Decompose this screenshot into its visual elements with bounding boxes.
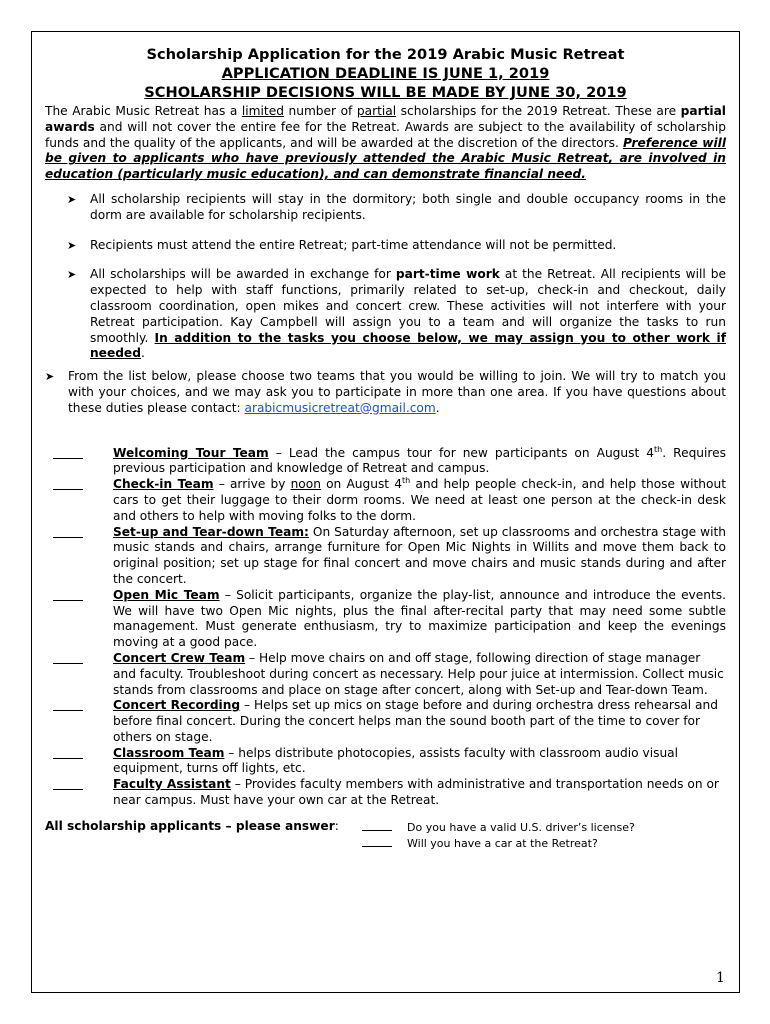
- car-answer-blank[interactable]: [362, 835, 392, 847]
- page-number: 1: [716, 970, 725, 986]
- title-decisions: SCHOLARSHIP DECISIONS WILL BE MADE BY JUNE 30, 2019: [144, 84, 627, 101]
- team-concert-recording: Concert Recording – Helps set up mics on stage before and during orchestra dress rehearsal and before final concert. During the concert helps man the sound booth part of the time to cover for others on stage.: [45, 698, 726, 745]
- intro-paragraph: The Arabic Music Retreat has a limited number of partial scholarships for the 2019 Retreat. These are partial awards and will not cover the entire fee for the Retreat. Awards are subject to the availability of scholarship funds and the quality of the applicants, and will be awarded at the discretion of the directors. Preference will be given to applicants who have previously attended the Arabic Music Retreat, are involved in education (particularly music education), and can demonstrate financial need.: [45, 104, 726, 182]
- team-list: [45, 446, 726, 809]
- arrow-bullet-icon: ➤: [45, 370, 55, 384]
- selection-blank[interactable]: [53, 446, 83, 459]
- list-item: ➤ Recipients must attend the entire Retreat; part-time attendance will not be permitted.: [67, 237, 617, 252]
- license-answer-blank[interactable]: [362, 819, 392, 831]
- list-item: ➤ From the list below, please choose two teams that you would be willing to join. We will try to match you with your choices, and we may ask you to participate in more than one area. If you have questions about these duties please contact: arabicmusicretreat@gmail.com.: [45, 369, 726, 415]
- team-check-in: Check-in Team – arrive by noon on August 4th and help people check-in, and help those without cars to get their luggage to their dorm rooms. We need at least one person at the check-in desk and others to help with moving folks to the dorm.: [45, 477, 726, 524]
- team-welcoming-tour: Welcoming Tour Team – Lead the campus tour for new participants on August 4th. Requires previous participation and knowledge of Retreat and campus.: [45, 446, 726, 478]
- title-deadline: APPLICATION DEADLINE IS JUNE 1, 2019: [221, 65, 550, 82]
- selection-blank[interactable]: [53, 477, 83, 490]
- preference-note: Preference will be given to applicants who have previously attended the Arabic Music Retreat, are involved in education (particularly music education), and can demonstrate financial need.: [45, 135, 726, 182]
- selection-blank[interactable]: [53, 525, 83, 538]
- team-concert-crew: Concert Crew Team – Help move chairs on and off stage, following direction of stage manager and faculty. Troubleshoot during concert as necessary. Help pour juice at intermission. Collect music stands from classrooms and place on stage after concert, along with Set-up and Tear-down Team.: [45, 651, 726, 698]
- list-item: ➤ All scholarship recipients will stay in the dormitory; both single and double occupancy rooms in the dorm are available for scholarship recipients.: [67, 191, 726, 222]
- car-question: Will you have a car at the Retreat?: [407, 836, 598, 850]
- team-setup-teardown: Set-up and Tear-down Team: On Saturday afternoon, set up classrooms and orchestra stage with music stands and chairs, arrange furniture for Open Mic Nights in Willits and move them back to original position; set up stage for final concert and move chairs and music stands during and after the concert.: [45, 525, 726, 588]
- selection-blank[interactable]: [53, 588, 83, 601]
- applicant-questions: [45, 819, 726, 855]
- team-classroom: Classroom Team – helps distribute photocopies, assists faculty with classroom audio visual equipment, turns off lights, etc.: [45, 746, 726, 778]
- team-faculty-assistant: Faculty Assistant – Provides faculty members with administrative and transportation needs on or near campus. Must have your own car at the Retreat.: [45, 777, 726, 809]
- document-title: [45, 45, 726, 102]
- arrow-bullet-icon: ➤: [67, 238, 77, 252]
- conditions-list: [67, 192, 726, 362]
- questions-label: All scholarship applicants – please answer:: [45, 818, 339, 833]
- arrow-bullet-icon: ➤: [67, 268, 77, 282]
- license-question: Do you have a valid U.S. driver’s license?: [407, 820, 635, 834]
- contact-email-link[interactable]: arabicmusicretreat@gmail.com: [244, 400, 436, 415]
- selection-blank[interactable]: [53, 777, 83, 790]
- list-item: ➤ All scholarships will be awarded in exchange for part-time work at the Retreat. All recipients will be expected to help with staff functions, primarily related to set-up, check-in and checkout, daily classroom coordination, open mikes and concert crew. These activities will not interfere with your Retreat participation. Kay Campbell will assign you to a team and will organize the tasks to run smoothly. In addition to the tasks you choose below, we may assign you to other work if needed.: [67, 267, 727, 361]
- title-line-1: Scholarship Application for the 2019 Arabic Music Retreat: [146, 46, 625, 63]
- arrow-bullet-icon: ➤: [67, 192, 77, 206]
- team-open-mic: Open Mic Team – Solicit participants, organize the play-list, announce and introduce the events. We will have two Open Mic nights, plus the final after-recital party that may need some subtle management. Must generate enthusiasm, try to maximize participation and keep the evenings moving at a good pace.: [45, 588, 726, 651]
- selection-blank[interactable]: [53, 698, 83, 711]
- selection-blank[interactable]: [53, 746, 83, 759]
- document-body: [45, 45, 726, 855]
- selection-blank[interactable]: [53, 651, 83, 664]
